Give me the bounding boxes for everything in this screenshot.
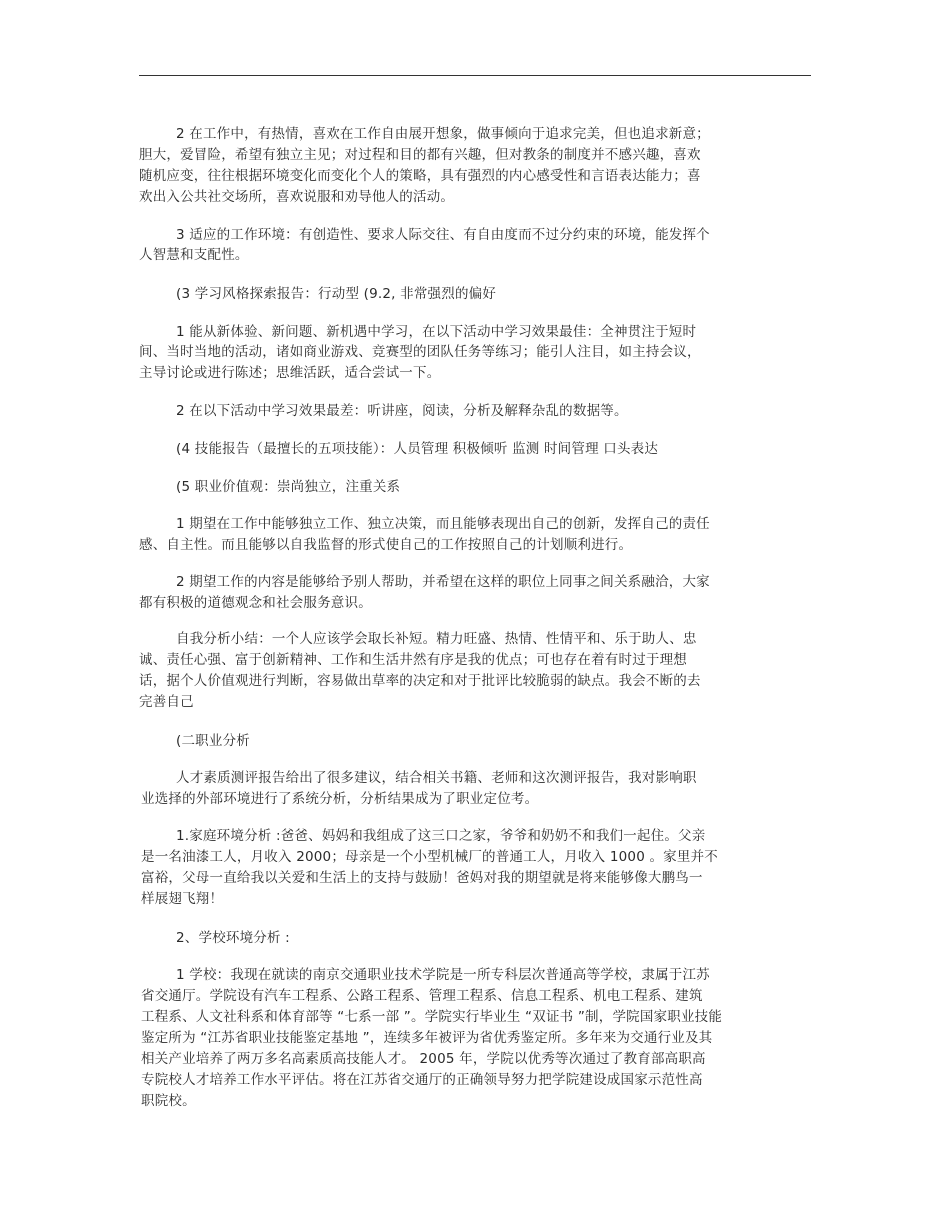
text-line: 1 能从新体验、新问题、新机遇中学习，在以下活动中学习效果最佳：全神贯注于短时 — [176, 324, 697, 340]
section-heading: (3 学习风格探索报告：行动型 (9.2, 非常强烈的偏好 — [176, 286, 497, 302]
text-line: 主导讨论或进行陈述；思维活跃，适合尝试一下。 — [139, 365, 441, 381]
text-line: 专院校人才培养工作水平评估。将在江苏省交通厅的正确领导努力把学院建设成国家示范性高 — [141, 1072, 703, 1088]
text-line: 职院校。 — [141, 1093, 196, 1109]
text-line: 感、自主性。而且能够以自我监督的形式使自己的工作按照自己的计划顺利进行。 — [139, 537, 633, 553]
text-line: 1 学校：我现在就读的南京交通职业技术学院是一所专科层次普通高等学校，隶属于江苏 — [176, 967, 710, 983]
section-heading: (4 技能报告（最擅长的五项技能）：人员管理 积极倾听 监测 时间管理 口头表达 — [176, 441, 659, 457]
text-line: 都有积极的道德观念和社会服务意识。 — [139, 595, 372, 611]
text-line: 人智慧和支配性。 — [139, 247, 249, 263]
text-line: 样展翅飞翔！ — [141, 891, 224, 907]
text-line: 富裕，父母一直给我以关爱和生活上的支持与鼓励！爸妈对我的期望就是将来能够像大鹏鸟一 — [141, 870, 703, 886]
text-line: 2 期望工作的内容是能够给予别人帮助，并希望在这样的职位上同事之间关系融洽，大家 — [176, 574, 710, 590]
text-line: 鉴定所为 “江苏省职业技能鉴定基地 ”，连续多年被评为省优秀鉴定所。多年来为交通行业及其 — [141, 1030, 713, 1046]
text-line: 间、当时当地的活动，诸如商业游戏、竞赛型的团队任务等练习；能引人注目，如主持会议， — [139, 344, 701, 360]
text-line: 随机应变，往往根据环境变化而变化个人的策略，具有强烈的内心感受性和言语表达能力；喜 — [139, 168, 701, 184]
text-line: 工程系、人文社科系和体育部等 “七系一部 ”。学院实行毕业生 “双证书 ”制，学院国家职业技能 — [141, 1009, 723, 1025]
text-line: 业选择的外部环境进行了系统分析，分析结果成为了职业定位考。 — [141, 791, 539, 807]
text-line: 话，据个人价值观进行判断，容易做出草率的决定和对于批评比较脆弱的缺点。我会不断的去 — [139, 673, 701, 689]
text-line: 胆大，爱冒险，希望有独立主见；对过程和目的都有兴趣，但对教条的制度并不感兴趣，喜欢 — [139, 147, 701, 163]
text-line: 3 适应的工作环境：有创造性、要求人际交往、有自由度而不过分约束的环境，能发挥个 — [176, 227, 710, 243]
section-heading: 2、学校环境分析 : — [176, 930, 290, 946]
text-line: 自我分析小结：一个人应该学会取长补短。精力旺盛、热情、性情平和、乐于助人、忠 — [176, 631, 697, 647]
text-line: 1 期望在工作中能够独立工作、独立决策，而且能够表现出自己的创新，发挥自己的责任 — [176, 516, 710, 532]
text-line: 1.家庭环境分析 :爸爸、妈妈和我组成了这三口之家，爷爷和奶奶不和我们一起住。父亲 — [176, 828, 706, 844]
text-line: 人才素质测评报告给出了很多建议，结合相关书籍、老师和这次测评报告，我对影响职 — [176, 770, 697, 786]
text-line: 完善自己 — [139, 694, 194, 710]
text-line: 欢出入公共社交场所，喜欢说服和劝导他人的活动。 — [139, 189, 455, 205]
section-heading: (5 职业价值观：崇尚独立，注重关系 — [176, 479, 401, 495]
text-line: 诚、责任心强、富于创新精神、工作和生活井然有序是我的优点；可也存在着有时过于理想 — [139, 652, 687, 668]
section-heading: (二职业分析 — [176, 733, 250, 749]
text-line: 2 在以下活动中学习效果最差：听讲座，阅读，分析及解释杂乱的数据等。 — [176, 403, 628, 419]
text-line: 2 在工作中，有热情，喜欢在工作自由展开想象，做事倾向于追求完美，但也追求新意； — [176, 126, 710, 142]
text-line: 是一名油漆工人，月收入 2000；母亲是一个小型机械厂的普通工人，月收入 1000 。家里并不 — [141, 849, 718, 865]
text-line: 相关产业培养了两万多名高素质高技能人才。 2005 年，学院以优秀等次通过了教育部高职高 — [141, 1051, 706, 1067]
text-line: 省交通厅。学院设有汽车工程系、公路工程系、管理工程系、信息工程系、机电工程系、建筑 — [141, 988, 703, 1004]
